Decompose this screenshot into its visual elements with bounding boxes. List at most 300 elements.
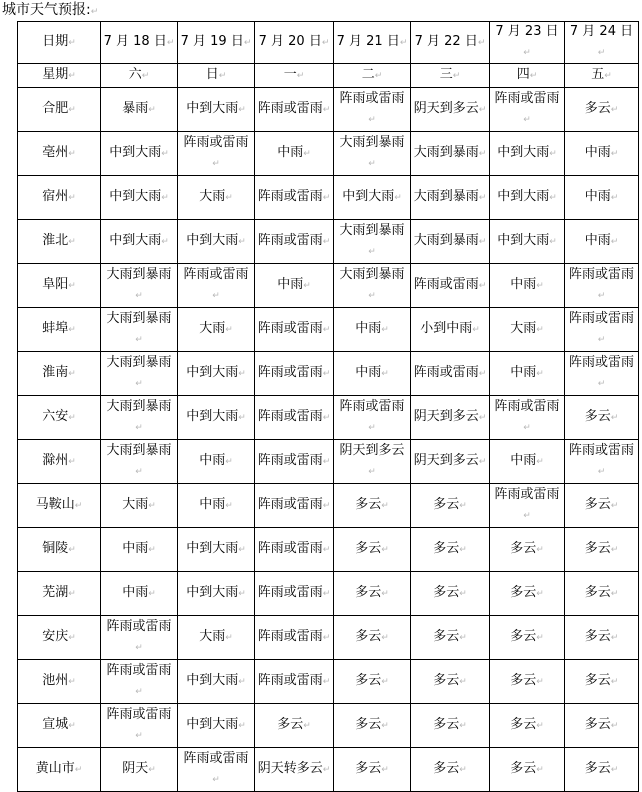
paragraph-mark: ↵ bbox=[536, 325, 544, 335]
paragraph-mark: ↵ bbox=[478, 193, 487, 203]
paragraph-mark: ↵ bbox=[478, 369, 487, 379]
paragraph-mark: ↵ bbox=[68, 457, 76, 467]
forecast-cell-text: 大雨到暴雨 bbox=[106, 443, 172, 458]
date-cell-text: 7 月 23 日 bbox=[495, 24, 559, 39]
paragraph-mark: ↵ bbox=[459, 765, 467, 775]
forecast-cell-text: 多云 bbox=[355, 717, 382, 732]
city-cell-text: 亳州 bbox=[42, 145, 69, 160]
forecast-cell bbox=[255, 528, 334, 572]
date-cell-text: 7 月 20 日 bbox=[258, 34, 322, 49]
forecast-cell bbox=[565, 528, 639, 572]
paragraph-mark: ↵ bbox=[610, 105, 619, 115]
table-row bbox=[18, 660, 639, 704]
paragraph-mark: ↵ bbox=[212, 775, 220, 785]
forecast-cell bbox=[411, 572, 490, 616]
forecast-cell-text: 阵雨或雷雨 bbox=[257, 629, 323, 644]
forecast-cell-text: 大雨 bbox=[510, 321, 537, 336]
paragraph-mark: ↵ bbox=[296, 71, 305, 81]
paragraph-mark: ↵ bbox=[322, 633, 331, 643]
city-cell bbox=[18, 88, 101, 132]
forecast-cell-text: 阵雨或雷雨 bbox=[257, 497, 323, 512]
date-cell-text: 7 月 18 日 bbox=[103, 34, 167, 49]
city-cell bbox=[18, 352, 101, 396]
forecast-cell-text: 多云 bbox=[433, 673, 460, 688]
weekday-label-cell bbox=[18, 64, 101, 88]
forecast-cell-text: 阴天到多云 bbox=[413, 101, 479, 116]
paragraph-mark: ↵ bbox=[610, 677, 619, 687]
forecast-cell bbox=[255, 308, 334, 352]
header-row-date bbox=[18, 22, 639, 64]
forecast-cell-text: 中到大雨 bbox=[497, 233, 550, 248]
forecast-cell bbox=[490, 528, 565, 572]
forecast-cell bbox=[334, 132, 411, 176]
forecast-cell bbox=[565, 660, 639, 704]
forecast-cell bbox=[490, 660, 565, 704]
forecast-cell-text: 多云 bbox=[584, 629, 611, 644]
paragraph-mark: ↵ bbox=[478, 457, 487, 467]
paragraph-mark: ↵ bbox=[135, 687, 143, 697]
paragraph-mark: ↵ bbox=[161, 193, 169, 203]
paragraph-mark: ↵ bbox=[374, 71, 383, 81]
paragraph-mark: ↵ bbox=[303, 149, 311, 159]
table-row bbox=[18, 572, 639, 616]
forecast-cell bbox=[490, 440, 565, 484]
paragraph-mark: ↵ bbox=[322, 193, 331, 203]
paragraph-mark: ↵ bbox=[135, 731, 143, 741]
paragraph-mark: ↵ bbox=[610, 589, 619, 599]
forecast-cell bbox=[255, 616, 334, 660]
forecast-cell bbox=[565, 616, 639, 660]
date-cell bbox=[178, 22, 255, 64]
forecast-cell bbox=[334, 704, 411, 748]
forecast-cell bbox=[178, 440, 255, 484]
paragraph-mark: ↵ bbox=[459, 633, 467, 643]
forecast-cell-text: 阵雨或雷雨 bbox=[494, 399, 560, 414]
city-cell bbox=[18, 572, 101, 616]
forecast-cell-text: 大雨到暴雨 bbox=[339, 223, 405, 238]
paragraph-mark: ↵ bbox=[478, 413, 487, 423]
forecast-cell-text: 中雨 bbox=[199, 453, 226, 468]
paragraph-mark: ↵ bbox=[322, 457, 331, 467]
weekday-cell-text: 一 bbox=[283, 67, 297, 82]
forecast-cell-text: 大雨到暴雨 bbox=[106, 311, 172, 326]
paragraph-mark: ↵ bbox=[141, 71, 150, 81]
forecast-cell bbox=[101, 484, 178, 528]
forecast-cell-text: 多云 bbox=[584, 101, 611, 116]
weekday-cell bbox=[255, 64, 334, 88]
forecast-cell-text: 多云 bbox=[355, 585, 382, 600]
forecast-cell-text: 大雨 bbox=[199, 189, 226, 204]
forecast-cell bbox=[255, 704, 334, 748]
date-cell-text: 7 月 22 日 bbox=[414, 34, 478, 49]
paragraph-mark: ↵ bbox=[68, 545, 76, 555]
paragraph-mark: ↵ bbox=[68, 193, 76, 203]
forecast-cell bbox=[411, 132, 490, 176]
forecast-cell bbox=[411, 484, 490, 528]
forecast-cell bbox=[490, 396, 565, 440]
forecast-cell-text: 中雨 bbox=[122, 541, 149, 556]
paragraph-mark: ↵ bbox=[238, 589, 246, 599]
weekday-cell-text: 日 bbox=[205, 67, 219, 82]
forecast-cell-text: 中到大雨 bbox=[186, 365, 239, 380]
paragraph-mark: ↵ bbox=[368, 291, 376, 301]
paragraph-mark: ↵ bbox=[381, 545, 389, 555]
weekday-cell-text: 三 bbox=[439, 67, 453, 82]
forecast-cell-text: 阵雨或雷雨 bbox=[106, 619, 172, 634]
forecast-cell bbox=[565, 308, 639, 352]
city-cell bbox=[18, 176, 101, 220]
forecast-cell bbox=[565, 704, 639, 748]
forecast-cell bbox=[490, 88, 565, 132]
forecast-cell-text: 多云 bbox=[510, 629, 537, 644]
paragraph-mark: ↵ bbox=[597, 48, 606, 58]
forecast-cell-text: 阵雨或雷雨 bbox=[183, 267, 249, 282]
paragraph-mark: ↵ bbox=[536, 545, 544, 555]
forecast-table bbox=[17, 21, 639, 792]
paragraph-mark: ↵ bbox=[68, 105, 76, 115]
paragraph-mark: ↵ bbox=[74, 501, 83, 511]
forecast-cell bbox=[565, 396, 639, 440]
paragraph-mark: ↵ bbox=[381, 765, 389, 775]
forecast-cell bbox=[565, 440, 639, 484]
forecast-cell-text: 阵雨或雷雨 bbox=[183, 751, 249, 766]
paragraph-mark: ↵ bbox=[610, 501, 619, 511]
forecast-cell bbox=[255, 132, 334, 176]
paragraph-mark: ↵ bbox=[148, 105, 156, 115]
city-cell-text: 安庆 bbox=[42, 629, 69, 644]
forecast-cell bbox=[101, 132, 178, 176]
forecast-cell-text: 大雨到暴雨 bbox=[339, 267, 405, 282]
forecast-cell-text: 阵雨或雷雨 bbox=[494, 91, 560, 106]
forecast-cell-text: 多云 bbox=[584, 673, 611, 688]
forecast-cell-text: 多云 bbox=[584, 717, 611, 732]
city-cell bbox=[18, 308, 101, 352]
city-cell bbox=[18, 484, 101, 528]
forecast-cell bbox=[101, 396, 178, 440]
forecast-cell bbox=[411, 616, 490, 660]
forecast-cell bbox=[490, 132, 565, 176]
forecast-cell-text: 中到大雨 bbox=[109, 233, 162, 248]
paragraph-mark: ↵ bbox=[478, 237, 487, 247]
forecast-cell bbox=[334, 88, 411, 132]
forecast-cell bbox=[178, 176, 255, 220]
paragraph-mark: ↵ bbox=[459, 589, 467, 599]
paragraph-mark: ↵ bbox=[381, 677, 389, 687]
date-cell-text: 7 月 19 日 bbox=[180, 34, 244, 49]
forecast-cell bbox=[255, 352, 334, 396]
forecast-cell bbox=[334, 308, 411, 352]
weekday-cell bbox=[490, 64, 565, 88]
table-row bbox=[18, 352, 639, 396]
forecast-cell-text: 中雨 bbox=[584, 145, 611, 160]
forecast-cell-text: 中到大雨 bbox=[186, 673, 239, 688]
forecast-cell bbox=[255, 220, 334, 264]
city-cell bbox=[18, 660, 101, 704]
forecast-cell bbox=[178, 308, 255, 352]
forecast-cell-text: 多云 bbox=[355, 497, 382, 512]
paragraph-mark: ↵ bbox=[549, 237, 557, 247]
forecast-cell bbox=[101, 88, 178, 132]
paragraph-mark: ↵ bbox=[238, 105, 246, 115]
forecast-cell-text: 阵雨或雷雨 bbox=[257, 321, 323, 336]
paragraph-mark: ↵ bbox=[148, 589, 156, 599]
paragraph-mark: ↵ bbox=[238, 545, 246, 555]
forecast-cell bbox=[490, 264, 565, 308]
paragraph-mark: ↵ bbox=[529, 71, 538, 81]
paragraph-mark: ↵ bbox=[68, 281, 76, 291]
forecast-cell bbox=[411, 704, 490, 748]
paragraph-mark: ↵ bbox=[90, 7, 99, 17]
forecast-cell-text: 阴天到多云 bbox=[413, 453, 479, 468]
forecast-cell-text: 中雨 bbox=[122, 585, 149, 600]
weekday-cell-text: 五 bbox=[591, 67, 605, 82]
forecast-cell-text: 中雨 bbox=[510, 277, 537, 292]
weekday-cell bbox=[178, 64, 255, 88]
forecast-cell-text: 大雨 bbox=[199, 321, 226, 336]
paragraph-mark: ↵ bbox=[381, 369, 389, 379]
forecast-cell bbox=[334, 440, 411, 484]
forecast-cell-text: 多云 bbox=[584, 497, 611, 512]
forecast-cell-text: 阵雨或雷雨 bbox=[339, 399, 405, 414]
table-row bbox=[18, 176, 639, 220]
forecast-cell bbox=[490, 572, 565, 616]
paragraph-mark: ↵ bbox=[218, 71, 227, 81]
paragraph-mark: ↵ bbox=[452, 71, 461, 81]
table-row bbox=[18, 616, 639, 660]
forecast-cell-text: 阵雨或雷雨 bbox=[568, 267, 634, 282]
date-label-cell-text: 日期 bbox=[42, 34, 69, 49]
city-cell bbox=[18, 528, 101, 572]
forecast-cell bbox=[101, 308, 178, 352]
city-cell-text: 蚌埠 bbox=[42, 321, 69, 336]
city-cell-text: 马鞍山 bbox=[35, 497, 75, 512]
paragraph-mark: ↵ bbox=[381, 325, 389, 335]
forecast-cell bbox=[490, 484, 565, 528]
paragraph-mark: ↵ bbox=[597, 291, 606, 301]
forecast-cell-text: 阵雨或雷雨 bbox=[494, 487, 560, 502]
forecast-cell-text: 阵雨或雷雨 bbox=[106, 663, 172, 678]
paragraph-mark: ↵ bbox=[166, 38, 175, 48]
paragraph-mark: ↵ bbox=[610, 545, 619, 555]
forecast-cell-text: 多云 bbox=[355, 673, 382, 688]
forecast-cell bbox=[101, 176, 178, 220]
forecast-cell bbox=[178, 132, 255, 176]
forecast-cell-text: 多云 bbox=[510, 541, 537, 556]
paragraph-mark: ↵ bbox=[68, 369, 76, 379]
weekday-cell bbox=[411, 64, 490, 88]
weekday-cell-text: 六 bbox=[128, 67, 142, 82]
paragraph-mark: ↵ bbox=[536, 457, 544, 467]
city-cell-text: 黄山市 bbox=[35, 761, 75, 776]
paragraph-mark: ↵ bbox=[478, 149, 487, 159]
paragraph-mark: ↵ bbox=[368, 115, 376, 125]
paragraph-mark: ↵ bbox=[523, 115, 531, 125]
city-cell bbox=[18, 440, 101, 484]
forecast-cell bbox=[101, 660, 178, 704]
date-cell bbox=[334, 22, 411, 64]
forecast-cell-text: 暴雨 bbox=[122, 101, 149, 116]
forecast-cell bbox=[101, 264, 178, 308]
city-cell-text: 宿州 bbox=[42, 189, 69, 204]
paragraph-mark: ↵ bbox=[148, 545, 156, 555]
city-cell-text: 淮南 bbox=[42, 365, 69, 380]
city-cell bbox=[18, 132, 101, 176]
forecast-cell bbox=[334, 220, 411, 264]
forecast-cell bbox=[411, 264, 490, 308]
paragraph-mark: ↵ bbox=[549, 193, 557, 203]
paragraph-mark: ↵ bbox=[322, 369, 331, 379]
weekday-cell-text: 四 bbox=[516, 67, 530, 82]
forecast-cell-text: 大雨 bbox=[122, 497, 149, 512]
weekday-cell bbox=[565, 64, 639, 88]
forecast-cell bbox=[411, 176, 490, 220]
paragraph-mark: ↵ bbox=[225, 501, 233, 511]
forecast-cell-text: 中雨 bbox=[510, 365, 537, 380]
paragraph-mark: ↵ bbox=[368, 423, 376, 433]
forecast-cell bbox=[255, 264, 334, 308]
paragraph-mark: ↵ bbox=[238, 369, 246, 379]
forecast-cell-text: 大雨 bbox=[199, 629, 226, 644]
paragraph-mark: ↵ bbox=[394, 193, 402, 203]
forecast-cell bbox=[178, 572, 255, 616]
paragraph-mark: ↵ bbox=[321, 38, 330, 48]
forecast-cell bbox=[565, 572, 639, 616]
paragraph-mark: ↵ bbox=[610, 633, 619, 643]
paragraph-mark: ↵ bbox=[610, 237, 619, 247]
paragraph-mark: ↵ bbox=[68, 149, 76, 159]
city-cell-text: 芜湖 bbox=[42, 585, 69, 600]
forecast-cell-text: 大雨到暴雨 bbox=[106, 355, 172, 370]
paragraph-mark: ↵ bbox=[536, 677, 544, 687]
city-cell-text: 滁州 bbox=[42, 453, 69, 468]
forecast-cell-text: 中到大雨 bbox=[342, 189, 395, 204]
forecast-cell-text: 中到大雨 bbox=[186, 101, 239, 116]
forecast-cell bbox=[334, 616, 411, 660]
paragraph-mark: ↵ bbox=[161, 237, 169, 247]
date-cell-text: 7 月 21 日 bbox=[336, 34, 400, 49]
paragraph-mark: ↵ bbox=[322, 325, 331, 335]
forecast-cell bbox=[178, 88, 255, 132]
forecast-cell-text: 中雨 bbox=[199, 497, 226, 512]
forecast-cell-text: 阵雨或雷雨 bbox=[257, 585, 323, 600]
date-cell bbox=[490, 22, 565, 64]
document-heading bbox=[2, 0, 98, 20]
paragraph-mark: ↵ bbox=[212, 159, 220, 169]
city-cell bbox=[18, 396, 101, 440]
table-row bbox=[18, 220, 639, 264]
paragraph-mark: ↵ bbox=[68, 325, 76, 335]
forecast-cell bbox=[178, 704, 255, 748]
paragraph-mark: ↵ bbox=[381, 589, 389, 599]
paragraph-mark: ↵ bbox=[610, 193, 619, 203]
paragraph-mark: ↵ bbox=[303, 281, 311, 291]
forecast-cell-text: 中雨 bbox=[584, 189, 611, 204]
forecast-cell bbox=[334, 572, 411, 616]
forecast-cell bbox=[565, 88, 639, 132]
forecast-cell-text: 多云 bbox=[584, 541, 611, 556]
paragraph-mark: ↵ bbox=[135, 379, 143, 389]
forecast-cell-text: 大雨到暴雨 bbox=[413, 145, 479, 160]
paragraph-mark: ↵ bbox=[459, 545, 467, 555]
paragraph-mark: ↵ bbox=[68, 413, 76, 423]
forecast-cell-text: 阵雨或雷雨 bbox=[568, 355, 634, 370]
forecast-cell-text: 大雨到暴雨 bbox=[413, 233, 479, 248]
forecast-cell-text: 中到大雨 bbox=[109, 145, 162, 160]
forecast-cell-text: 中雨 bbox=[584, 233, 611, 248]
forecast-cell-text: 中雨 bbox=[355, 321, 382, 336]
paragraph-mark: ↵ bbox=[536, 281, 544, 291]
forecast-cell bbox=[411, 396, 490, 440]
forecast-cell bbox=[101, 572, 178, 616]
forecast-cell bbox=[178, 220, 255, 264]
paragraph-mark: ↵ bbox=[322, 765, 331, 775]
paragraph-mark: ↵ bbox=[459, 677, 467, 687]
paragraph-mark: ↵ bbox=[610, 721, 619, 731]
paragraph-mark: ↵ bbox=[238, 677, 246, 687]
city-cell-text: 合肥 bbox=[42, 101, 69, 116]
forecast-cell-text: 多云 bbox=[584, 409, 611, 424]
weekday-cell-text: 二 bbox=[361, 67, 375, 82]
forecast-cell bbox=[490, 176, 565, 220]
forecast-cell bbox=[101, 352, 178, 396]
paragraph-mark: ↵ bbox=[68, 237, 76, 247]
paragraph-mark: ↵ bbox=[536, 633, 544, 643]
paragraph-mark: ↵ bbox=[148, 501, 156, 511]
paragraph-mark: ↵ bbox=[459, 721, 467, 731]
paragraph-mark: ↵ bbox=[523, 511, 531, 521]
paragraph-mark: ↵ bbox=[322, 237, 331, 247]
paragraph-mark: ↵ bbox=[472, 325, 480, 335]
table-row bbox=[18, 88, 639, 132]
paragraph-mark: ↵ bbox=[303, 721, 311, 731]
date-cell bbox=[101, 22, 178, 64]
paragraph-mark: ↵ bbox=[381, 633, 389, 643]
forecast-cell-text: 小到中雨 bbox=[420, 321, 473, 336]
forecast-cell-text: 多云 bbox=[433, 585, 460, 600]
city-cell-text: 阜阳 bbox=[42, 277, 69, 292]
forecast-cell bbox=[490, 704, 565, 748]
forecast-cell-text: 多云 bbox=[355, 629, 382, 644]
paragraph-mark: ↵ bbox=[597, 379, 606, 389]
forecast-cell-text: 多云 bbox=[277, 717, 304, 732]
forecast-cell bbox=[334, 396, 411, 440]
forecast-cell bbox=[334, 528, 411, 572]
table-row bbox=[18, 308, 639, 352]
paragraph-mark: ↵ bbox=[74, 765, 83, 775]
forecast-cell bbox=[255, 176, 334, 220]
forecast-cell-text: 阵雨或雷雨 bbox=[257, 189, 323, 204]
forecast-cell bbox=[565, 176, 639, 220]
forecast-cell bbox=[411, 440, 490, 484]
forecast-cell-text: 阴天到多云 bbox=[339, 443, 405, 458]
paragraph-mark: ↵ bbox=[536, 369, 544, 379]
paragraph-mark: ↵ bbox=[225, 325, 233, 335]
heading-text: 城市天气预报: bbox=[2, 2, 91, 18]
forecast-cell bbox=[178, 352, 255, 396]
paragraph-mark: ↵ bbox=[381, 721, 389, 731]
paragraph-mark: ↵ bbox=[459, 501, 467, 511]
paragraph-mark: ↵ bbox=[604, 71, 612, 81]
city-cell-text: 淮北 bbox=[42, 233, 69, 248]
forecast-cell-text: 大雨到暴雨 bbox=[106, 399, 172, 414]
forecast-cell-text: 阵雨或雷雨 bbox=[257, 409, 323, 424]
forecast-cell-text: 多云 bbox=[433, 761, 460, 776]
forecast-cell-text: 多云 bbox=[510, 761, 537, 776]
paragraph-mark: ↵ bbox=[399, 38, 408, 48]
forecast-cell bbox=[334, 352, 411, 396]
date-cell-text: 7 月 24 日 bbox=[569, 24, 634, 39]
paragraph-mark: ↵ bbox=[68, 71, 76, 81]
